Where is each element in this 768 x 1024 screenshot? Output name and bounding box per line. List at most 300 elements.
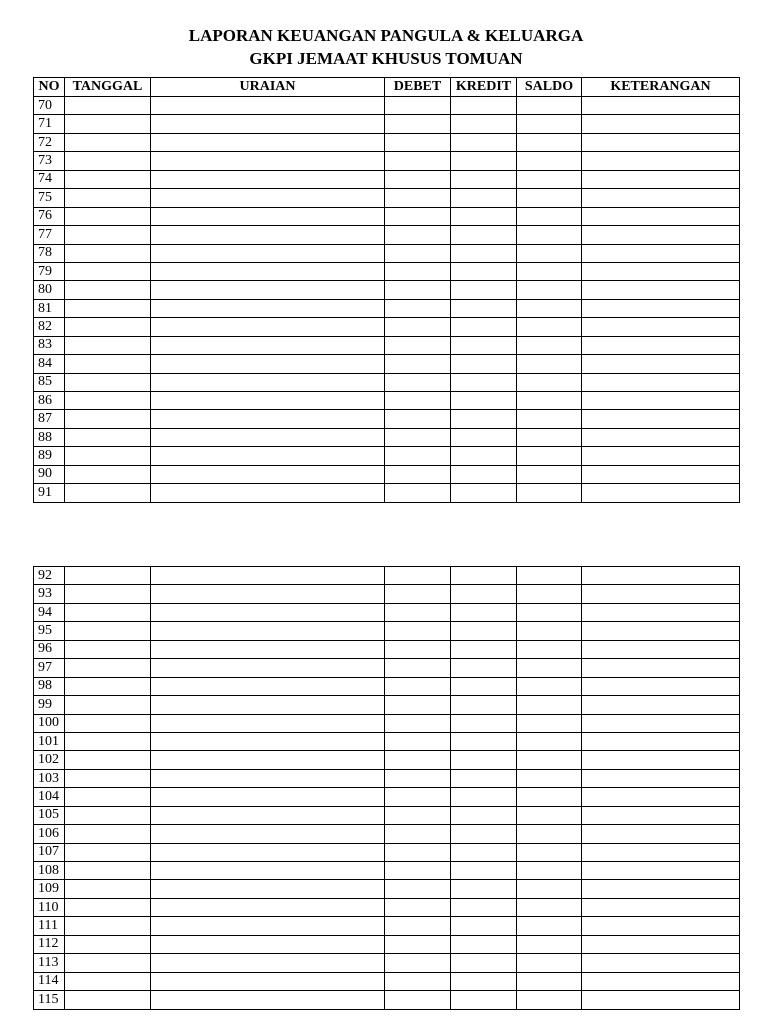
debet-cell <box>385 788 451 806</box>
kredit-cell <box>451 769 517 787</box>
saldo-cell <box>517 281 582 299</box>
row-number-cell: 78 <box>34 244 65 262</box>
saldo-cell <box>517 336 582 354</box>
tanggal-cell <box>65 465 151 483</box>
kredit-cell <box>451 898 517 916</box>
kredit-cell <box>451 410 517 428</box>
debet-cell <box>385 484 451 502</box>
tanggal-cell <box>65 917 151 935</box>
tanggal-cell <box>65 806 151 824</box>
uraian-cell <box>151 392 385 410</box>
tanggal-cell <box>65 714 151 732</box>
row-number-cell: 109 <box>34 880 65 898</box>
row-number-cell: 113 <box>34 954 65 972</box>
row-number-cell: 110 <box>34 898 65 916</box>
keterangan-cell <box>582 355 740 373</box>
tanggal-cell <box>65 336 151 354</box>
kredit-cell <box>451 373 517 391</box>
tanggal-cell <box>65 585 151 603</box>
tanggal-cell <box>65 318 151 336</box>
debet-cell <box>385 336 451 354</box>
keterangan-cell <box>582 318 740 336</box>
kredit-cell <box>451 917 517 935</box>
tanggal-cell <box>65 133 151 151</box>
table-row <box>34 465 740 483</box>
row-number-cell: 84 <box>34 355 65 373</box>
uraian-cell <box>151 935 385 953</box>
row-number-cell: 111 <box>34 917 65 935</box>
uraian-cell <box>151 696 385 714</box>
table-row <box>34 954 740 972</box>
tanggal-cell <box>65 696 151 714</box>
keterangan-cell <box>582 788 740 806</box>
kredit-cell <box>451 465 517 483</box>
debet-cell <box>385 806 451 824</box>
keterangan-cell <box>582 244 740 262</box>
table-row <box>34 428 740 446</box>
tanggal-cell <box>65 207 151 225</box>
debet-cell <box>385 392 451 410</box>
saldo-cell <box>517 115 582 133</box>
tanggal-cell <box>65 954 151 972</box>
kredit-cell <box>451 696 517 714</box>
tanggal-cell <box>65 447 151 465</box>
keterangan-cell <box>582 133 740 151</box>
table-row <box>34 226 740 244</box>
keterangan-cell <box>582 97 740 115</box>
uraian-cell <box>151 262 385 280</box>
row-number-cell: 86 <box>34 392 65 410</box>
kredit-cell <box>451 825 517 843</box>
kredit-cell <box>451 880 517 898</box>
table-row <box>34 972 740 990</box>
uraian-cell <box>151 640 385 658</box>
uraian-cell <box>151 954 385 972</box>
kredit-cell <box>451 991 517 1009</box>
report-subtitle: GKPI JEMAAT KHUSUS TOMUAN <box>249 49 523 68</box>
kredit-cell <box>451 843 517 861</box>
uraian-cell <box>151 189 385 207</box>
saldo-cell <box>517 898 582 916</box>
debet-cell <box>385 696 451 714</box>
table-row <box>34 935 740 953</box>
table-row <box>34 806 740 824</box>
keterangan-cell <box>582 226 740 244</box>
kredit-cell <box>451 170 517 188</box>
debet-cell <box>385 447 451 465</box>
tanggal-cell <box>65 843 151 861</box>
tanggal-cell <box>65 262 151 280</box>
table-row <box>34 189 740 207</box>
table-row <box>34 373 740 391</box>
debet-cell <box>385 732 451 750</box>
tanggal-cell <box>65 97 151 115</box>
saldo-cell <box>517 410 582 428</box>
row-number-cell: 88 <box>34 428 65 446</box>
row-number-cell: 73 <box>34 152 65 170</box>
table-row <box>34 281 740 299</box>
debet-cell <box>385 133 451 151</box>
table-row <box>34 447 740 465</box>
row-number-cell: 80 <box>34 281 65 299</box>
tanggal-cell <box>65 935 151 953</box>
keterangan-cell <box>582 677 740 695</box>
saldo-cell <box>517 484 582 502</box>
kredit-cell <box>451 392 517 410</box>
keterangan-cell <box>582 189 740 207</box>
kredit-cell <box>451 97 517 115</box>
kredit-cell <box>451 115 517 133</box>
saldo-cell <box>517 318 582 336</box>
table-row <box>34 207 740 225</box>
tanggal-cell <box>65 622 151 640</box>
saldo-cell <box>517 585 582 603</box>
keterangan-cell <box>582 862 740 880</box>
keterangan-cell <box>582 935 740 953</box>
row-number-cell: 77 <box>34 226 65 244</box>
row-number-cell: 101 <box>34 732 65 750</box>
column-header-saldo: SALDO <box>517 78 582 97</box>
table-row <box>34 299 740 317</box>
row-number-cell: 81 <box>34 299 65 317</box>
row-number-cell: 90 <box>34 465 65 483</box>
table-row <box>34 133 740 151</box>
tanggal-cell <box>65 299 151 317</box>
uraian-cell <box>151 917 385 935</box>
row-number-cell: 87 <box>34 410 65 428</box>
debet-cell <box>385 170 451 188</box>
uraian-cell <box>151 806 385 824</box>
kredit-cell <box>451 207 517 225</box>
tanggal-cell <box>65 373 151 391</box>
table-row <box>34 170 740 188</box>
saldo-cell <box>517 788 582 806</box>
debet-cell <box>385 355 451 373</box>
kredit-cell <box>451 788 517 806</box>
tanggal-cell <box>65 880 151 898</box>
table-row <box>34 622 740 640</box>
kredit-cell <box>451 567 517 585</box>
keterangan-cell <box>582 991 740 1009</box>
row-number-cell: 105 <box>34 806 65 824</box>
saldo-cell <box>517 972 582 990</box>
kredit-cell <box>451 954 517 972</box>
uraian-cell <box>151 862 385 880</box>
keterangan-cell <box>582 207 740 225</box>
uraian-cell <box>151 898 385 916</box>
debet-cell <box>385 373 451 391</box>
kredit-cell <box>451 677 517 695</box>
table-row <box>34 917 740 935</box>
saldo-cell <box>517 659 582 677</box>
uraian-cell <box>151 769 385 787</box>
row-number-cell: 92 <box>34 567 65 585</box>
keterangan-cell <box>582 640 740 658</box>
debet-cell <box>385 843 451 861</box>
row-number-cell: 76 <box>34 207 65 225</box>
kredit-cell <box>451 935 517 953</box>
uraian-cell <box>151 226 385 244</box>
table-row <box>34 751 740 769</box>
keterangan-cell <box>582 622 740 640</box>
uraian-cell <box>151 97 385 115</box>
tanggal-cell <box>65 825 151 843</box>
kredit-cell <box>451 751 517 769</box>
keterangan-cell <box>582 262 740 280</box>
column-header-debet: DEBET <box>385 78 451 97</box>
kredit-cell <box>451 732 517 750</box>
debet-cell <box>385 991 451 1009</box>
tanggal-cell <box>65 991 151 1009</box>
debet-cell <box>385 603 451 621</box>
uraian-cell <box>151 318 385 336</box>
saldo-cell <box>517 880 582 898</box>
uraian-cell <box>151 843 385 861</box>
row-number-cell: 97 <box>34 659 65 677</box>
uraian-cell <box>151 428 385 446</box>
saldo-cell <box>517 299 582 317</box>
uraian-cell <box>151 677 385 695</box>
debet-cell <box>385 825 451 843</box>
keterangan-cell <box>582 465 740 483</box>
uraian-cell <box>151 465 385 483</box>
tanggal-cell <box>65 226 151 244</box>
uraian-cell <box>151 751 385 769</box>
table-row <box>34 355 740 373</box>
debet-cell <box>385 917 451 935</box>
saldo-cell <box>517 677 582 695</box>
uraian-cell <box>151 133 385 151</box>
uraian-cell <box>151 622 385 640</box>
table-row <box>34 484 740 502</box>
debet-cell <box>385 97 451 115</box>
saldo-cell <box>517 696 582 714</box>
kredit-cell <box>451 336 517 354</box>
tanggal-cell <box>65 567 151 585</box>
column-header-kredit: KREDIT <box>451 78 517 97</box>
keterangan-cell <box>582 603 740 621</box>
tanggal-cell <box>65 659 151 677</box>
table-row <box>34 677 740 695</box>
keterangan-cell <box>582 567 740 585</box>
kredit-cell <box>451 355 517 373</box>
row-number-cell: 71 <box>34 115 65 133</box>
debet-cell <box>385 862 451 880</box>
uraian-cell <box>151 281 385 299</box>
uraian-cell <box>151 115 385 133</box>
tanggal-cell <box>65 392 151 410</box>
tanggal-cell <box>65 170 151 188</box>
debet-cell <box>385 640 451 658</box>
saldo-cell <box>517 373 582 391</box>
keterangan-cell <box>582 732 740 750</box>
saldo-cell <box>517 567 582 585</box>
debet-cell <box>385 954 451 972</box>
keterangan-cell <box>582 696 740 714</box>
kredit-cell <box>451 299 517 317</box>
debet-cell <box>385 115 451 133</box>
debet-cell <box>385 714 451 732</box>
table-row <box>34 714 740 732</box>
debet-cell <box>385 207 451 225</box>
uraian-cell <box>151 825 385 843</box>
keterangan-cell <box>582 659 740 677</box>
kredit-cell <box>451 281 517 299</box>
tanggal-cell <box>65 603 151 621</box>
saldo-cell <box>517 133 582 151</box>
table-row <box>34 567 740 585</box>
row-number-cell: 91 <box>34 484 65 502</box>
tanggal-cell <box>65 972 151 990</box>
keterangan-cell <box>582 769 740 787</box>
table-row <box>34 696 740 714</box>
saldo-cell <box>517 392 582 410</box>
tanggal-cell <box>65 355 151 373</box>
tanggal-cell <box>65 732 151 750</box>
table-row <box>34 788 740 806</box>
column-header-uraian: URAIAN <box>151 78 385 97</box>
uraian-cell <box>151 991 385 1009</box>
table-row <box>34 318 740 336</box>
uraian-cell <box>151 732 385 750</box>
debet-cell <box>385 318 451 336</box>
debet-cell <box>385 677 451 695</box>
ledger-table-top <box>33 77 740 503</box>
row-number-cell: 75 <box>34 189 65 207</box>
saldo-cell <box>517 843 582 861</box>
tanggal-cell <box>65 677 151 695</box>
keterangan-cell <box>582 447 740 465</box>
debet-cell <box>385 898 451 916</box>
tanggal-cell <box>65 410 151 428</box>
table-row <box>34 115 740 133</box>
saldo-cell <box>517 917 582 935</box>
table-row <box>34 769 740 787</box>
row-number-cell: 79 <box>34 262 65 280</box>
column-header-no: NO <box>34 78 65 97</box>
keterangan-cell <box>582 972 740 990</box>
table-row <box>34 392 740 410</box>
keterangan-cell <box>582 898 740 916</box>
debet-cell <box>385 262 451 280</box>
keterangan-cell <box>582 152 740 170</box>
kredit-cell <box>451 622 517 640</box>
report-title: LAPORAN KEUANGAN PANGULA & KELUARGA <box>188 26 584 45</box>
uraian-cell <box>151 567 385 585</box>
saldo-cell <box>517 603 582 621</box>
tanggal-cell <box>65 189 151 207</box>
row-number-cell: 89 <box>34 447 65 465</box>
table-row <box>34 244 740 262</box>
tanggal-cell <box>65 640 151 658</box>
debet-cell <box>385 299 451 317</box>
keterangan-cell <box>582 170 740 188</box>
tanggal-cell <box>65 428 151 446</box>
uraian-cell <box>151 410 385 428</box>
row-number-cell: 94 <box>34 603 65 621</box>
table-row <box>34 410 740 428</box>
kredit-cell <box>451 585 517 603</box>
saldo-cell <box>517 244 582 262</box>
saldo-cell <box>517 806 582 824</box>
saldo-cell <box>517 97 582 115</box>
column-header-tanggal: TANGGAL <box>65 78 151 97</box>
keterangan-cell <box>582 954 740 972</box>
debet-cell <box>385 751 451 769</box>
row-number-cell: 104 <box>34 788 65 806</box>
saldo-cell <box>517 207 582 225</box>
uraian-cell <box>151 152 385 170</box>
table-row <box>34 898 740 916</box>
row-number-cell: 107 <box>34 843 65 861</box>
keterangan-cell <box>582 428 740 446</box>
table-row <box>34 603 740 621</box>
row-number-cell: 98 <box>34 677 65 695</box>
uraian-cell <box>151 788 385 806</box>
uraian-cell <box>151 714 385 732</box>
tanggal-cell <box>65 898 151 916</box>
kredit-cell <box>451 262 517 280</box>
keterangan-cell <box>582 281 740 299</box>
tanggal-cell <box>65 244 151 262</box>
debet-cell <box>385 567 451 585</box>
kredit-cell <box>451 189 517 207</box>
kredit-cell <box>451 447 517 465</box>
uraian-cell <box>151 972 385 990</box>
kredit-cell <box>451 972 517 990</box>
debet-cell <box>385 585 451 603</box>
tanggal-cell <box>65 115 151 133</box>
saldo-cell <box>517 447 582 465</box>
kredit-cell <box>451 428 517 446</box>
ledger-table-bottom <box>33 566 740 1010</box>
saldo-cell <box>517 640 582 658</box>
saldo-cell <box>517 751 582 769</box>
uraian-cell <box>151 207 385 225</box>
row-number-cell: 108 <box>34 862 65 880</box>
row-number-cell: 70 <box>34 97 65 115</box>
row-number-cell: 114 <box>34 972 65 990</box>
kredit-cell <box>451 226 517 244</box>
debet-cell <box>385 769 451 787</box>
debet-cell <box>385 622 451 640</box>
debet-cell <box>385 428 451 446</box>
saldo-cell <box>517 226 582 244</box>
debet-cell <box>385 972 451 990</box>
table-row <box>34 659 740 677</box>
keterangan-cell <box>582 825 740 843</box>
debet-cell <box>385 935 451 953</box>
keterangan-cell <box>582 714 740 732</box>
row-number-cell: 83 <box>34 336 65 354</box>
table-row <box>34 262 740 280</box>
tanggal-cell <box>65 769 151 787</box>
row-number-cell: 85 <box>34 373 65 391</box>
row-number-cell: 93 <box>34 585 65 603</box>
keterangan-cell <box>582 917 740 935</box>
debet-cell <box>385 189 451 207</box>
uraian-cell <box>151 373 385 391</box>
keterangan-cell <box>582 410 740 428</box>
kredit-cell <box>451 318 517 336</box>
row-number-cell: 112 <box>34 935 65 953</box>
kredit-cell <box>451 714 517 732</box>
debet-cell <box>385 226 451 244</box>
row-number-cell: 99 <box>34 696 65 714</box>
row-number-cell: 106 <box>34 825 65 843</box>
tanggal-cell <box>65 281 151 299</box>
saldo-cell <box>517 991 582 1009</box>
